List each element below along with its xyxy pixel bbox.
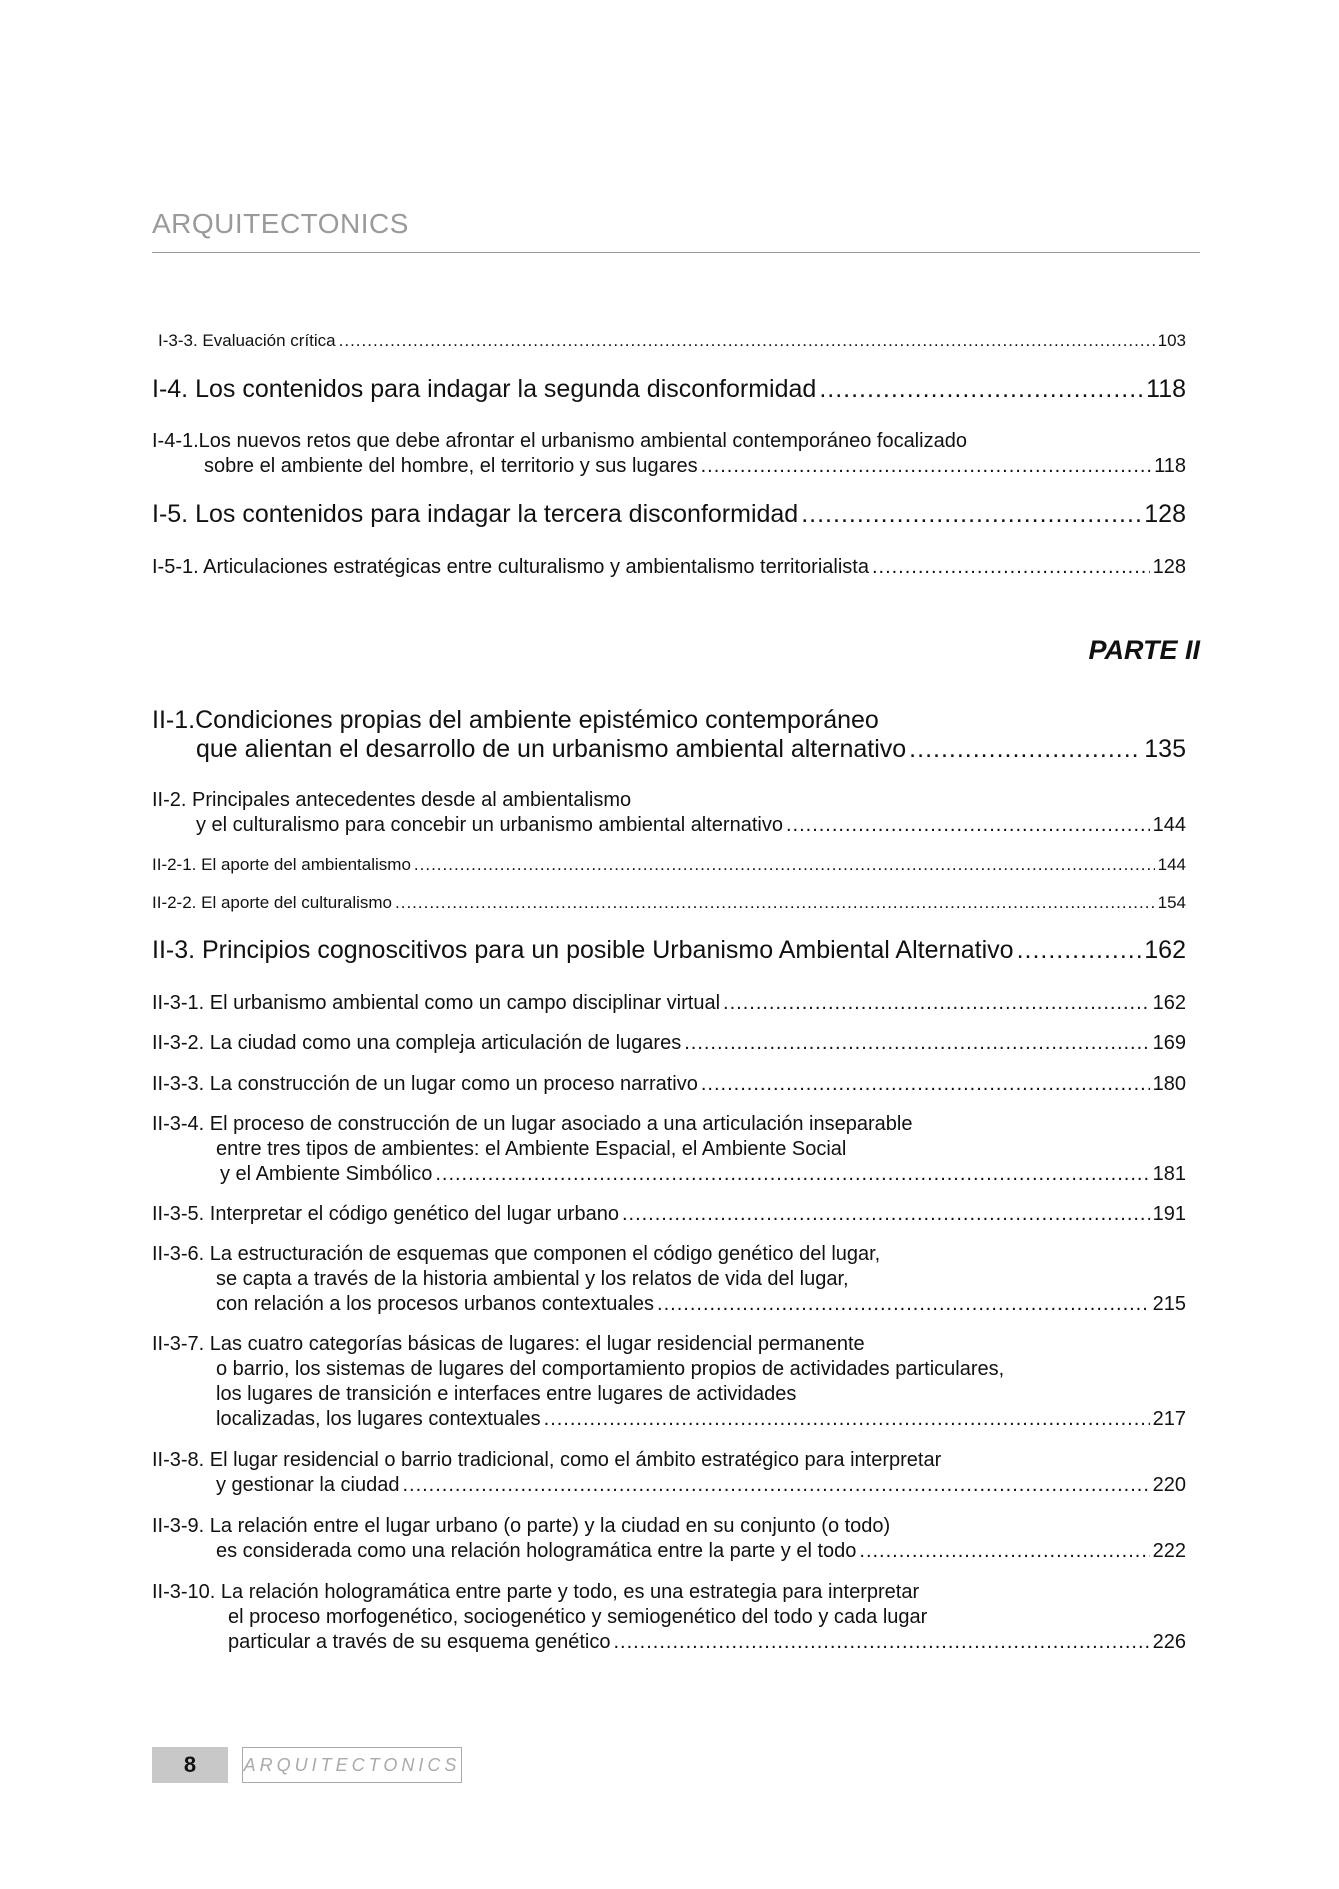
running-header: ARQUITECTONICS (152, 208, 409, 239)
footer-label: ARQUITECTONICS (242, 1747, 462, 1783)
toc-entry (152, 500, 1186, 529)
toc-entry-title: II-2-1. El aporte del ambientalismo (152, 855, 411, 874)
toc-entry-page: 135 (1144, 735, 1186, 763)
toc-entry (152, 1031, 1186, 1056)
toc-entry-title: II-3-2. La ciudad como una compleja articulación de lugares (152, 1032, 682, 1054)
toc-entry (152, 1202, 1186, 1227)
toc-entry-title-cont: o barrio, los sistemas de lugares del comportamiento propios de actividades particulares, (216, 1358, 1005, 1380)
toc-entry-title: II-3-10. La relación hologramática entre parte y todo, es una estrategia para interpretar (152, 1581, 920, 1603)
toc-entry-page: 118 (1146, 375, 1186, 403)
toc-entry-title: II-3-8. El lugar residencial o barrio tradicional, como el ámbito estratégico para interpretar (152, 1449, 942, 1471)
toc-entry (152, 1112, 1186, 1187)
toc-entry (152, 429, 1186, 479)
toc-entry-page: 128 (1144, 500, 1186, 528)
toc-entry (152, 1580, 1186, 1655)
toc-entry-page: 128 (1152, 556, 1186, 578)
toc-entry-page: 191 (1152, 1203, 1186, 1225)
toc-entry-title: II-2-2. El aporte del culturalismo (152, 893, 392, 912)
toc-entry-title: I-4. Los contenidos para indagar la segunda disconformidad (152, 375, 817, 403)
footer-page-number: 8 (152, 1747, 228, 1783)
toc-entry-title: I-4-1.Los nuevos retos que debe afrontar el urbanismo ambiental contemporáneo focalizado (152, 430, 967, 452)
toc-entry-page: 154 (1157, 893, 1186, 912)
toc-entry-title: II-1.Condiciones propias del ambiente epistémico contemporáneo (152, 706, 879, 734)
toc-entry-page: 217 (1152, 1408, 1186, 1430)
toc-entry-title-cont: particular a través de su esquema genético (228, 1631, 611, 1653)
toc-entry (152, 890, 1186, 915)
toc-entry-page: 144 (1152, 814, 1186, 836)
toc-entry-title-cont: con relación a los procesos urbanos contextuales (216, 1293, 655, 1315)
toc-entry-title: II-3-4. El proceso de construcción de un lugar asociado a una articulación inseparable (152, 1113, 913, 1135)
toc-entry-page: 181 (1152, 1163, 1186, 1185)
toc-entry-title-cont: y el Ambiente Simbólico (220, 1163, 433, 1185)
toc-entry (152, 852, 1186, 877)
toc-entry (152, 328, 1186, 353)
toc-entry-title: II-3-9. La relación entre el lugar urbano (o parte) y la ciudad en su conjunto (o todo) (152, 1515, 891, 1537)
toc-entry-title: II-3-7. Las cuatro categorías básicas de lugares: el lugar residencial permanente (152, 1333, 865, 1355)
header-rule (152, 252, 1200, 253)
toc-entry-title-cont: el proceso morfogenético, sociogenético y semiogenético del todo y cada lugar (228, 1606, 928, 1628)
toc-entry-title: I-3-3. Evaluación crítica (158, 331, 336, 350)
toc-entry-title: II-3. Principios cognoscitivos para un posible Urbanismo Ambiental Alternativo (152, 936, 1014, 964)
toc-entry (152, 1332, 1186, 1432)
part-heading: PARTE II (1088, 635, 1200, 665)
toc-entry-title-cont: los lugares de transición e interfaces entre lugares de actividades (216, 1383, 797, 1405)
toc-entry-title: I-5. Los contenidos para indagar la tercera disconformidad (152, 500, 799, 528)
toc-entry (152, 1448, 1186, 1498)
toc-entry-page: 180 (1152, 1073, 1186, 1095)
toc-entry (152, 788, 1186, 838)
toc-entry-title: II-3-3. La construcción de un lugar como un proceso narrativo (152, 1073, 698, 1095)
toc-entry-title: II-3-1. El urbanismo ambiental como un campo disciplinar virtual (152, 992, 721, 1014)
toc-entry-title: I-5-1. Articulaciones estratégicas entre culturalismo y ambientalismo territorialista (152, 556, 869, 578)
toc-entry (152, 1242, 1186, 1317)
toc-entry-page: 103 (1157, 331, 1186, 350)
toc-entry (152, 555, 1186, 580)
toc-entry-page: 162 (1152, 992, 1186, 1014)
toc-entry-title-cont: sobre el ambiente del hombre, el territorio y sus lugares (204, 455, 698, 477)
toc-entry-title-cont: se capta a través de la historia ambiental y los relatos de vida del lugar, (216, 1268, 849, 1290)
toc-entry-title-cont: entre tres tipos de ambientes: el Ambiente Espacial, el Ambiente Social (216, 1138, 847, 1160)
toc-entry-title: II-2. Principales antecedentes desde al ambientalismo (152, 789, 632, 811)
toc-entry (152, 1514, 1186, 1564)
toc-entry (152, 1072, 1186, 1097)
toc-entry (152, 706, 1186, 764)
toc-entry-title-cont: es considerada como una relación hologramática entre la parte y el todo (216, 1540, 857, 1562)
toc-entry-page: 118 (1154, 455, 1186, 477)
toc-entry-page: 226 (1152, 1631, 1186, 1653)
toc-entry (152, 991, 1186, 1016)
toc-entry-title-cont: localizadas, los lugares contextuales (216, 1408, 541, 1430)
toc-entry-page: 162 (1144, 936, 1186, 964)
toc-entry-page: 169 (1152, 1032, 1186, 1054)
toc-entry-title: II-3-5. Interpretar el código genético del lugar urbano (152, 1203, 619, 1225)
toc-entry-title-cont: y el culturalismo para concebir un urbanismo ambiental alternativo (196, 814, 783, 836)
toc-entry-title: II-3-6. La estructuración de esquemas que componen el código genético del lugar, (152, 1243, 881, 1265)
toc-entry-page: 144 (1157, 855, 1186, 874)
toc-entry-page: 222 (1152, 1540, 1186, 1562)
toc-entry-title-cont: que alientan el desarrollo de un urbanismo ambiental alternativo (196, 735, 907, 763)
toc-entry (152, 375, 1186, 404)
toc-entry (152, 936, 1186, 965)
toc-entry-page: 215 (1152, 1293, 1186, 1315)
toc-entry-page: 220 (1152, 1474, 1186, 1496)
toc-entry-title-cont: y gestionar la ciudad (216, 1474, 400, 1496)
